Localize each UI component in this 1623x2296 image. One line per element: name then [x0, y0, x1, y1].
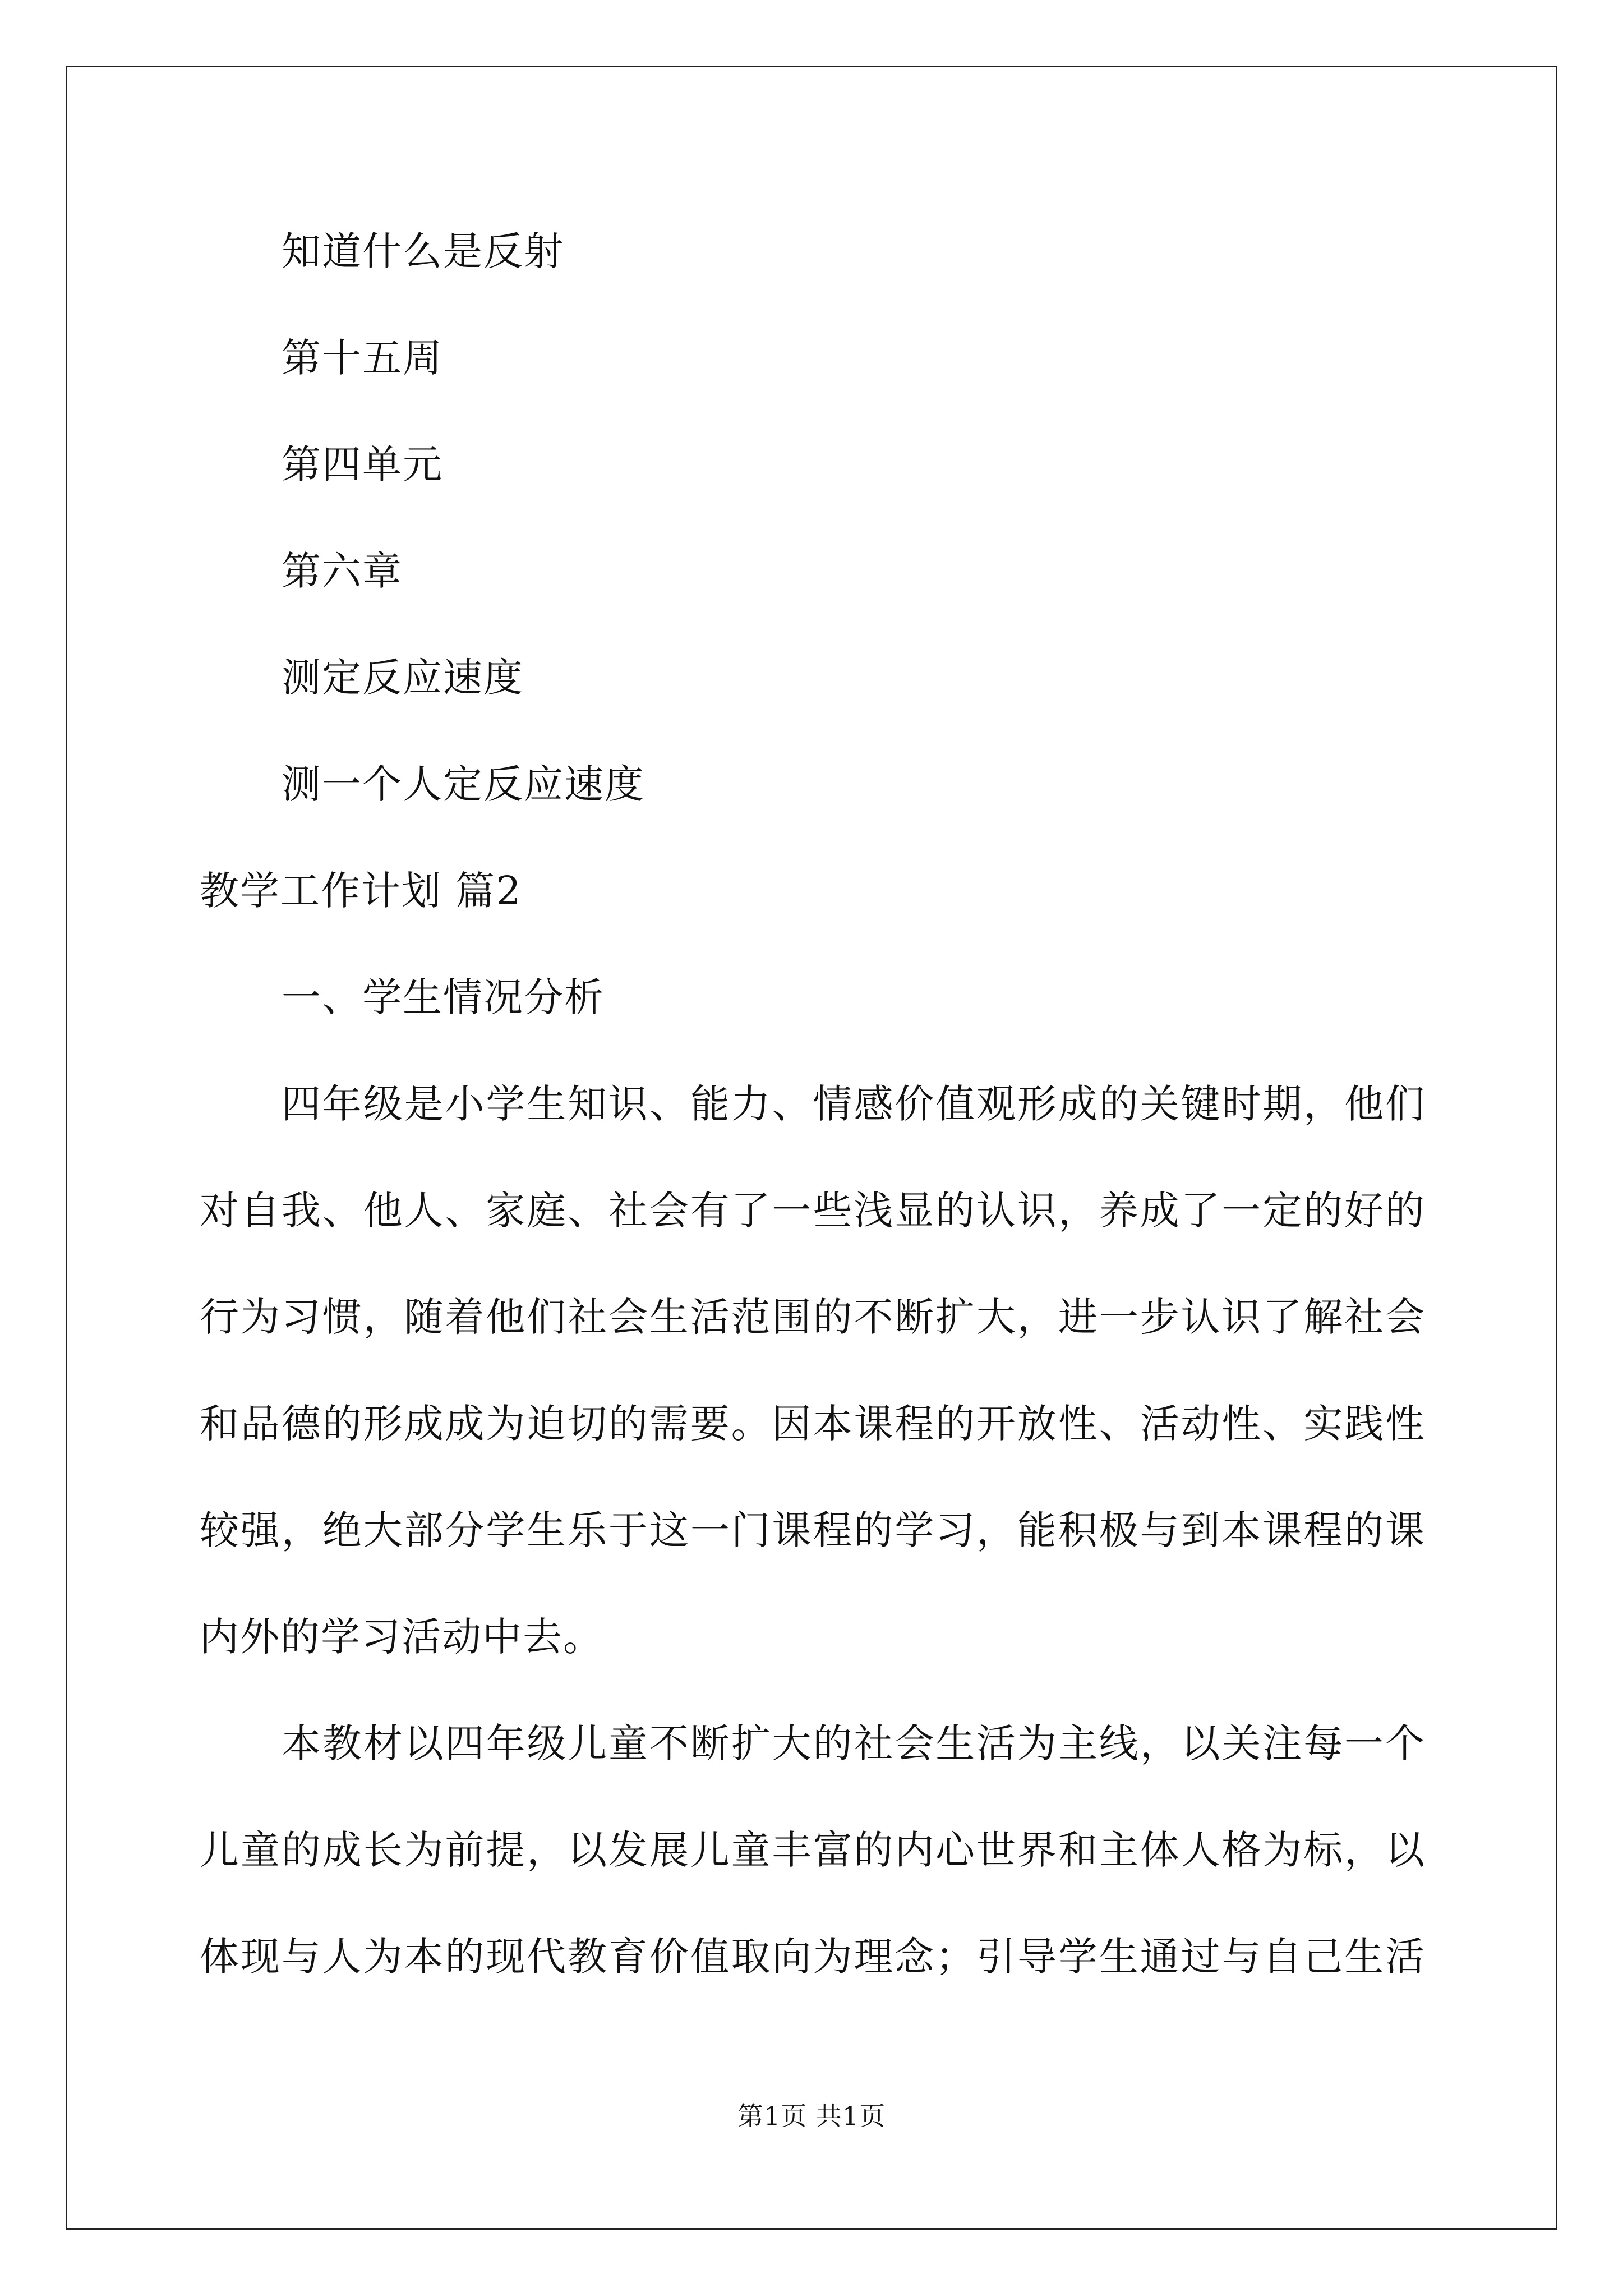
text-line: 测一个人定反应速度 [282, 761, 645, 807]
paragraph-line: 本教材以四年级儿童不断扩大的社会生活为主线，以关注每一个 [282, 1720, 1426, 1766]
text-line: 测定反应速度 [282, 655, 524, 701]
text-line: 第六章 [282, 548, 403, 594]
paragraph-line: 较强，绝大部分学生乐于这一门课程的学习，能积极与到本课程的课 [200, 1507, 1426, 1553]
paragraph-line: 和品德的形成成为迫切的需要。因本课程的开放性、活动性、实践性 [200, 1401, 1426, 1447]
page-frame [66, 66, 1557, 2230]
section-heading: 教学工作计划 篇2 [200, 868, 522, 914]
paragraph-line: 内外的学习活动中去。 [200, 1614, 603, 1660]
paragraph-line: 行为习惯，随着他们社会生活范围的不断扩大，进一步认识了解社会 [200, 1294, 1426, 1340]
page-number-footer: 第1页 共1页 [737, 2101, 886, 2131]
paragraph-line: 四年级是小学生知识、能力、情感价值观形成的关键时期，他们 [282, 1081, 1426, 1127]
text-line: 第十五周 [282, 335, 443, 381]
paragraph-line: 对自我、他人、家庭、社会有了一些浅显的认识，养成了一定的好的 [200, 1188, 1426, 1234]
text-line: 知道什么是反射 [282, 228, 564, 274]
text-line: 第四单元 [282, 441, 443, 487]
subsection-heading: 一、学生情况分析 [282, 974, 605, 1020]
paragraph-line: 体现与人为本的现代教育价值取向为理念；引导学生通过与自己生活 [200, 1934, 1426, 1980]
paragraph-line: 儿童的成长为前提，以发展儿童丰富的内心世界和主体人格为标，以 [200, 1827, 1426, 1873]
